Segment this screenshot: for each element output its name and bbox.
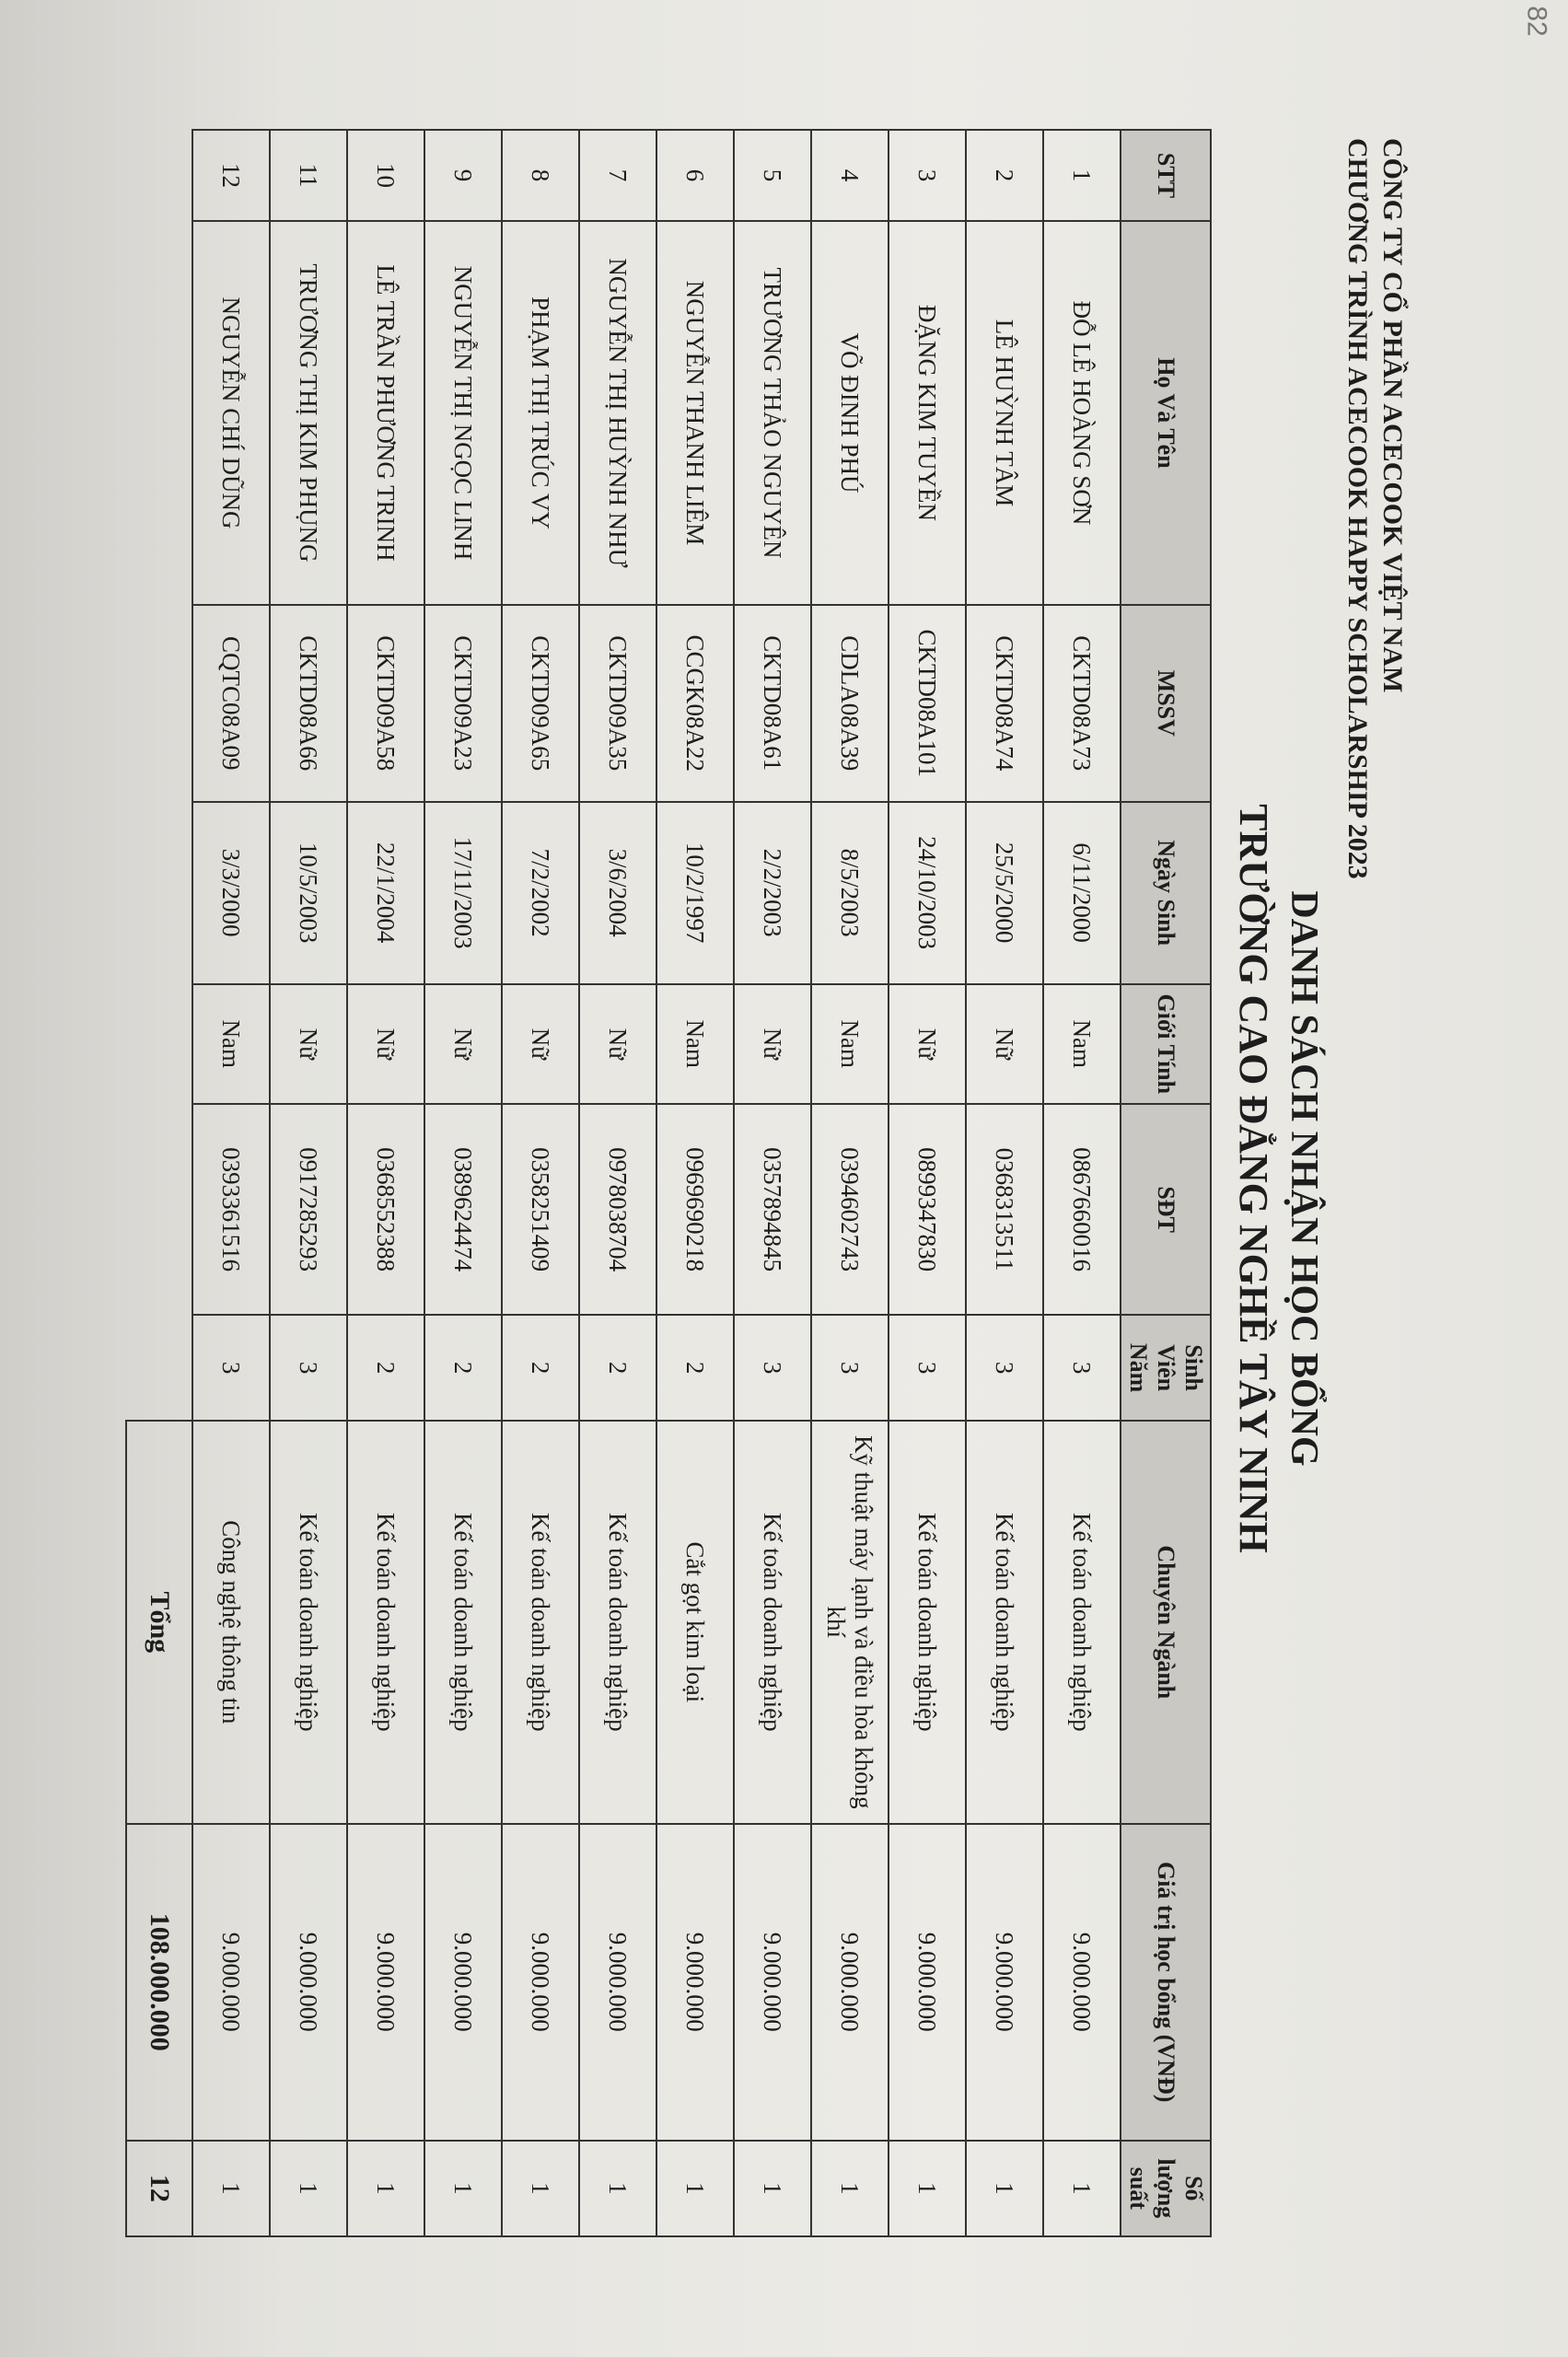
phone-cell: 0368313511 [966, 1104, 1043, 1315]
phone-cell: 0393361516 [192, 1104, 270, 1315]
major-cell: Kỹ thuật máy lạnh và điều hòa không khí [811, 1421, 889, 1824]
birthdate-cell: 3/3/2000 [192, 802, 270, 984]
column-header: Giới Tính [1121, 984, 1211, 1104]
scholarship-value-cell: 9.000.000 [889, 1824, 966, 2141]
name-cell: NGUYỄN CHÍ DŨNG [192, 221, 270, 605]
column-header: MSSV [1121, 605, 1211, 802]
gender-cell: Nữ [966, 984, 1043, 1104]
scholarship-value-cell: 9.000.000 [270, 1824, 347, 2141]
scholarship-value-cell: 9.000.000 [502, 1824, 579, 2141]
stt-cell: 9 [424, 130, 502, 221]
year-cell: 3 [270, 1315, 347, 1421]
stt-cell: 2 [966, 130, 1043, 221]
column-header: Số lượng suất [1121, 2141, 1211, 2236]
gender-cell: Nam [656, 984, 734, 1104]
stt-cell: 5 [734, 130, 811, 221]
table-row [502, 130, 579, 2236]
quantity-cell: 1 [656, 2141, 734, 2236]
total-count: 12 [126, 2141, 192, 2236]
birthdate-cell: 10/5/2003 [270, 802, 347, 984]
major-cell: Kế toán doanh nghiệp [424, 1421, 502, 1824]
column-header: Ngày Sinh [1121, 802, 1211, 984]
phone-cell: 0358251409 [502, 1104, 579, 1315]
table-row [1043, 130, 1121, 2236]
table-row [270, 130, 347, 2236]
major-cell: Cắt gọt kim loại [656, 1421, 734, 1824]
name-cell: TRƯƠNG THỊ KIM PHỤNG [270, 221, 347, 605]
school-name: TRƯỜNG CAO ĐẲNG NGHỀ TÂY NINH [1231, 804, 1276, 1553]
scholarship-table [125, 129, 1212, 2237]
organization-header [1340, 138, 1410, 879]
quantity-cell: 1 [579, 2141, 656, 2236]
birthdate-cell: 2/2/2003 [734, 802, 811, 984]
total-label: Tổng [126, 1421, 192, 1824]
column-header: STT [1121, 130, 1211, 221]
major-cell: Kế toán doanh nghiệp [579, 1421, 656, 1824]
name-cell: ĐỖ LÊ HOÀNG SƠN [1043, 221, 1121, 605]
major-cell: Kế toán doanh nghiệp [270, 1421, 347, 1824]
gender-cell: Nữ [734, 984, 811, 1104]
scholarship-value-cell: 9.000.000 [734, 1824, 811, 2141]
name-cell: LÊ TRẦN PHƯƠNG TRINH [347, 221, 424, 605]
scholarship-value-cell: 9.000.000 [192, 1824, 270, 2141]
student-id-cell: CKTD09A23 [424, 605, 502, 802]
table-row [966, 130, 1043, 2236]
scholarship-value-cell: 9.000.000 [811, 1824, 889, 2141]
birthdate-cell: 25/5/2000 [966, 802, 1043, 984]
phone-cell: 0357894845 [734, 1104, 811, 1315]
quantity-cell: 1 [1043, 2141, 1121, 2236]
year-cell: 2 [656, 1315, 734, 1421]
gender-cell: Nữ [889, 984, 966, 1104]
table-row [192, 130, 270, 2236]
total-value: 108.000.000 [126, 1824, 192, 2141]
stt-cell: 6 [656, 130, 734, 221]
year-cell: 3 [192, 1315, 270, 1421]
scholarship-value-cell: 9.000.000 [656, 1824, 734, 2141]
gender-cell: Nam [192, 984, 270, 1104]
year-cell: 2 [502, 1315, 579, 1421]
birthdate-cell: 17/11/2003 [424, 802, 502, 984]
name-cell: VÕ ĐINH PHÚ [811, 221, 889, 605]
column-header: Sinh Viên Năm [1121, 1315, 1211, 1421]
stt-cell: 11 [270, 130, 347, 221]
scholarship-document [121, 46, 1446, 2311]
phone-cell: 0867660016 [1043, 1104, 1121, 1315]
column-header: Họ Và Tên [1121, 221, 1211, 605]
student-id-cell: CKTD09A58 [347, 605, 424, 802]
major-cell: Kế toán doanh nghiệp [889, 1421, 966, 1824]
scholarship-value-cell: 9.000.000 [424, 1824, 502, 2141]
year-cell: 3 [966, 1315, 1043, 1421]
year-cell: 2 [579, 1315, 656, 1421]
stt-cell: 12 [192, 130, 270, 221]
student-id-cell: CKTD08A66 [270, 605, 347, 802]
corner-mark: 82 [1521, 6, 1552, 37]
scholarship-value-cell: 9.000.000 [579, 1824, 656, 2141]
total-row [126, 130, 192, 2236]
total-spacer [126, 130, 192, 1421]
name-cell: PHẠM THỊ TRÚC VY [502, 221, 579, 605]
column-header: Giá trị học bổng (VNĐ) [1121, 1824, 1211, 2141]
name-cell: NGUYỄN THANH LIÊM [656, 221, 734, 605]
stt-cell: 1 [1043, 130, 1121, 221]
student-id-cell: CCGK08A22 [656, 605, 734, 802]
student-id-cell: CKTD09A65 [502, 605, 579, 802]
document-title: DANH SÁCH NHẬN HỌC BỔNG [1283, 890, 1325, 1467]
birthdate-cell: 8/5/2003 [811, 802, 889, 984]
program-name: CHƯƠNG TRÌNH ACECOOK HAPPY SCHOLARSHIP 2023 [1342, 138, 1373, 879]
birthdate-cell: 10/2/1997 [656, 802, 734, 984]
phone-cell: 0389624474 [424, 1104, 502, 1315]
birthdate-cell: 3/6/2004 [579, 802, 656, 984]
gender-cell: Nữ [424, 984, 502, 1104]
student-id-cell: CKTD09A35 [579, 605, 656, 802]
stt-cell: 7 [579, 130, 656, 221]
phone-cell: 0368552388 [347, 1104, 424, 1315]
quantity-cell: 1 [966, 2141, 1043, 2236]
birthdate-cell: 24/10/2003 [889, 802, 966, 984]
name-cell: TRƯƠNG THẢO NGUYÊN [734, 221, 811, 605]
scholarship-value-cell: 9.000.000 [966, 1824, 1043, 2141]
table-header-row [1121, 130, 1211, 2236]
year-cell: 3 [734, 1315, 811, 1421]
gender-cell: Nam [811, 984, 889, 1104]
phone-cell: 0917285293 [270, 1104, 347, 1315]
table-row [579, 130, 656, 2236]
quantity-cell: 1 [424, 2141, 502, 2236]
quantity-cell: 1 [734, 2141, 811, 2236]
name-cell: LÊ HUỲNH TÂM [966, 221, 1043, 605]
name-cell: ĐẶNG KIM TUYỀN [889, 221, 966, 605]
birthdate-cell: 6/11/2000 [1043, 802, 1121, 984]
student-id-cell: CKTD08A61 [734, 605, 811, 802]
student-id-cell: CKTD08A101 [889, 605, 966, 802]
student-id-cell: CDLA08A39 [811, 605, 889, 802]
stt-cell: 3 [889, 130, 966, 221]
stt-cell: 4 [811, 130, 889, 221]
phone-cell: 0394602743 [811, 1104, 889, 1315]
name-cell: NGUYỄN THỊ NGỌC LINH [424, 221, 502, 605]
major-cell: Kế toán doanh nghiệp [734, 1421, 811, 1824]
gender-cell: Nam [1043, 984, 1121, 1104]
title-block [1227, 46, 1329, 2311]
table-row [424, 130, 502, 2236]
student-id-cell: CKTD08A74 [966, 605, 1043, 802]
gender-cell: Nữ [579, 984, 656, 1104]
stt-cell: 8 [502, 130, 579, 221]
student-id-cell: CKTD08A73 [1043, 605, 1121, 802]
year-cell: 2 [424, 1315, 502, 1421]
birthdate-cell: 22/1/2004 [347, 802, 424, 984]
year-cell: 3 [811, 1315, 889, 1421]
scholarship-value-cell: 9.000.000 [1043, 1824, 1121, 2141]
table-row [734, 130, 811, 2236]
quantity-cell: 1 [811, 2141, 889, 2236]
major-cell: Kế toán doanh nghiệp [1043, 1421, 1121, 1824]
phone-cell: 0899347830 [889, 1104, 966, 1315]
major-cell: Kế toán doanh nghiệp [966, 1421, 1043, 1824]
year-cell: 3 [1043, 1315, 1121, 1421]
student-id-cell: CQTC08A09 [192, 605, 270, 802]
stt-cell: 10 [347, 130, 424, 221]
major-cell: Công nghệ thông tin [192, 1421, 270, 1824]
quantity-cell: 1 [889, 2141, 966, 2236]
column-header: Chuyên Ngành [1121, 1421, 1211, 1824]
quantity-cell: 1 [502, 2141, 579, 2236]
table-row [811, 130, 889, 2236]
gender-cell: Nữ [347, 984, 424, 1104]
phone-cell: 0969690218 [656, 1104, 734, 1315]
year-cell: 2 [347, 1315, 424, 1421]
gender-cell: Nữ [502, 984, 579, 1104]
quantity-cell: 1 [270, 2141, 347, 2236]
scholarship-value-cell: 9.000.000 [347, 1824, 424, 2141]
quantity-cell: 1 [192, 2141, 270, 2236]
major-cell: Kế toán doanh nghiệp [502, 1421, 579, 1824]
column-header: SĐT [1121, 1104, 1211, 1315]
name-cell: NGUYỄN THỊ HUỲNH NHƯ [579, 221, 656, 605]
year-cell: 3 [889, 1315, 966, 1421]
table-row [889, 130, 966, 2236]
phone-cell: 0978038704 [579, 1104, 656, 1315]
birthdate-cell: 7/2/2002 [502, 802, 579, 984]
quantity-cell: 1 [347, 2141, 424, 2236]
table-row [656, 130, 734, 2236]
major-cell: Kế toán doanh nghiệp [347, 1421, 424, 1824]
gender-cell: Nữ [270, 984, 347, 1104]
company-name: CÔNG TY CỔ PHẦN ACECOOK VIỆT NAM [1377, 138, 1408, 693]
table-row [347, 130, 424, 2236]
